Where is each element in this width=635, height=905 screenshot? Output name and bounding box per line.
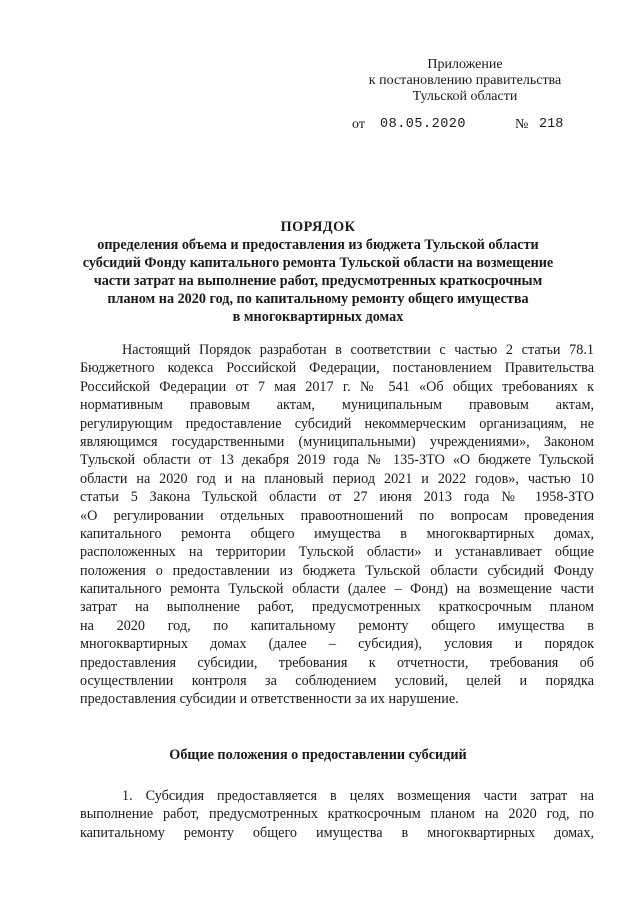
paragraph-line: положения о предоставлении из бюджета Тульской области субсидий Фонду: [80, 562, 594, 579]
document-title: [80, 218, 556, 326]
decree-number-sign: №: [515, 117, 529, 132]
paragraph-line: Российской Федерации от 7 мая 2017 г. № 541 «Об общих требованиях к: [80, 378, 594, 395]
paragraph-line: на 2020 год, по капитальному ремонту общего имущества в: [80, 617, 594, 634]
decree-from-label: от: [352, 117, 365, 132]
paragraph-line: осуществлении контроля за соблюдением условий, целей и порядка: [80, 673, 594, 690]
paragraph-line: Бюджетного кодекса Российской Федерации, постановлением Правительства: [80, 360, 594, 377]
title-line: в многоквартирных домах: [232, 309, 404, 325]
title-line: планом на 2020 год, по капитальному ремонту общего имущества: [107, 291, 529, 307]
title-main: ПОРЯДОК: [280, 219, 356, 235]
paragraph-line: статьи 5 Закона Тульской области от 27 июня 2013 года № 1958-ЗТО: [80, 489, 594, 506]
paragraph-line: предоставления субсидии, требования к отчетности, требования об: [80, 654, 594, 671]
item-1-paragraph: [80, 787, 594, 842]
section-heading: Общие положения о предоставлении субсидий: [169, 747, 467, 763]
paragraph-line: расположенных на территории Тульской области» и устанавливает общие: [80, 544, 594, 561]
paragraph-line: нормативным правовым актам, муниципальным правовым актам,: [80, 397, 594, 414]
title-line: определения объема и предоставления из бюджета Тульской области: [97, 237, 539, 253]
title-line: субсидий Фонду капитального ремонта Тульской области на возмещение: [82, 255, 554, 271]
paragraph-line: затрат на выполнение работ, предусмотренных краткосрочным планом: [80, 599, 594, 616]
paragraph-line: выполнение работ, предусмотренных краткосрочным планом на 2020 год, по: [80, 806, 594, 823]
paragraph-line: капитального ремонта общего имущества в многоквартирных домах,: [80, 525, 594, 542]
appendix-line-2: к постановлению правительства: [368, 73, 562, 88]
appendix-header: [345, 57, 585, 105]
appendix-line-1: Приложение: [427, 57, 503, 72]
decree-date: 08.05.2020: [380, 117, 467, 132]
paragraph-line: регулирующим предоставление субсидий некоммерческим организациям, не: [80, 415, 594, 432]
paragraph-line: предоставления субсидии и ответственности за их нарушение.: [80, 691, 459, 708]
paragraph-line: Настоящий Порядок разработан в соответствии с частью 2 статьи 78.1: [122, 342, 594, 358]
decree-number: 218: [539, 117, 564, 132]
paragraph-line: области на 2020 год и на плановый период 2021 и 2022 годов», частью 10: [80, 470, 594, 487]
paragraph-line: 1. Субсидия предоставляется в целях возмещения части затрат на: [122, 788, 594, 804]
paragraph-line: капитального ремонта Тульской области (далее – Фонд) на возмещение части: [80, 581, 594, 598]
paragraph-line: Тульской области от 13 декабря 2019 года № 135-ЗТО «О бюджете Тульской: [80, 452, 594, 469]
paragraph-line: многоквартирных домах (далее – субсидия), условия и порядок: [80, 636, 594, 653]
intro-paragraph: [80, 341, 594, 709]
paragraph-line: капитальному ремонту общего имущества в многоквартирных домах,: [80, 824, 594, 841]
paragraph-line: «О регулировании отдельных правоотношений по вопросам проведения: [80, 507, 594, 524]
appendix-line-3: Тульской области: [412, 89, 518, 104]
paragraph-line: являющимся государственными (муниципальными) учреждениями», Законом: [80, 433, 594, 450]
title-line: части затрат на выполнение работ, предусмотренных краткосрочным: [93, 273, 543, 289]
